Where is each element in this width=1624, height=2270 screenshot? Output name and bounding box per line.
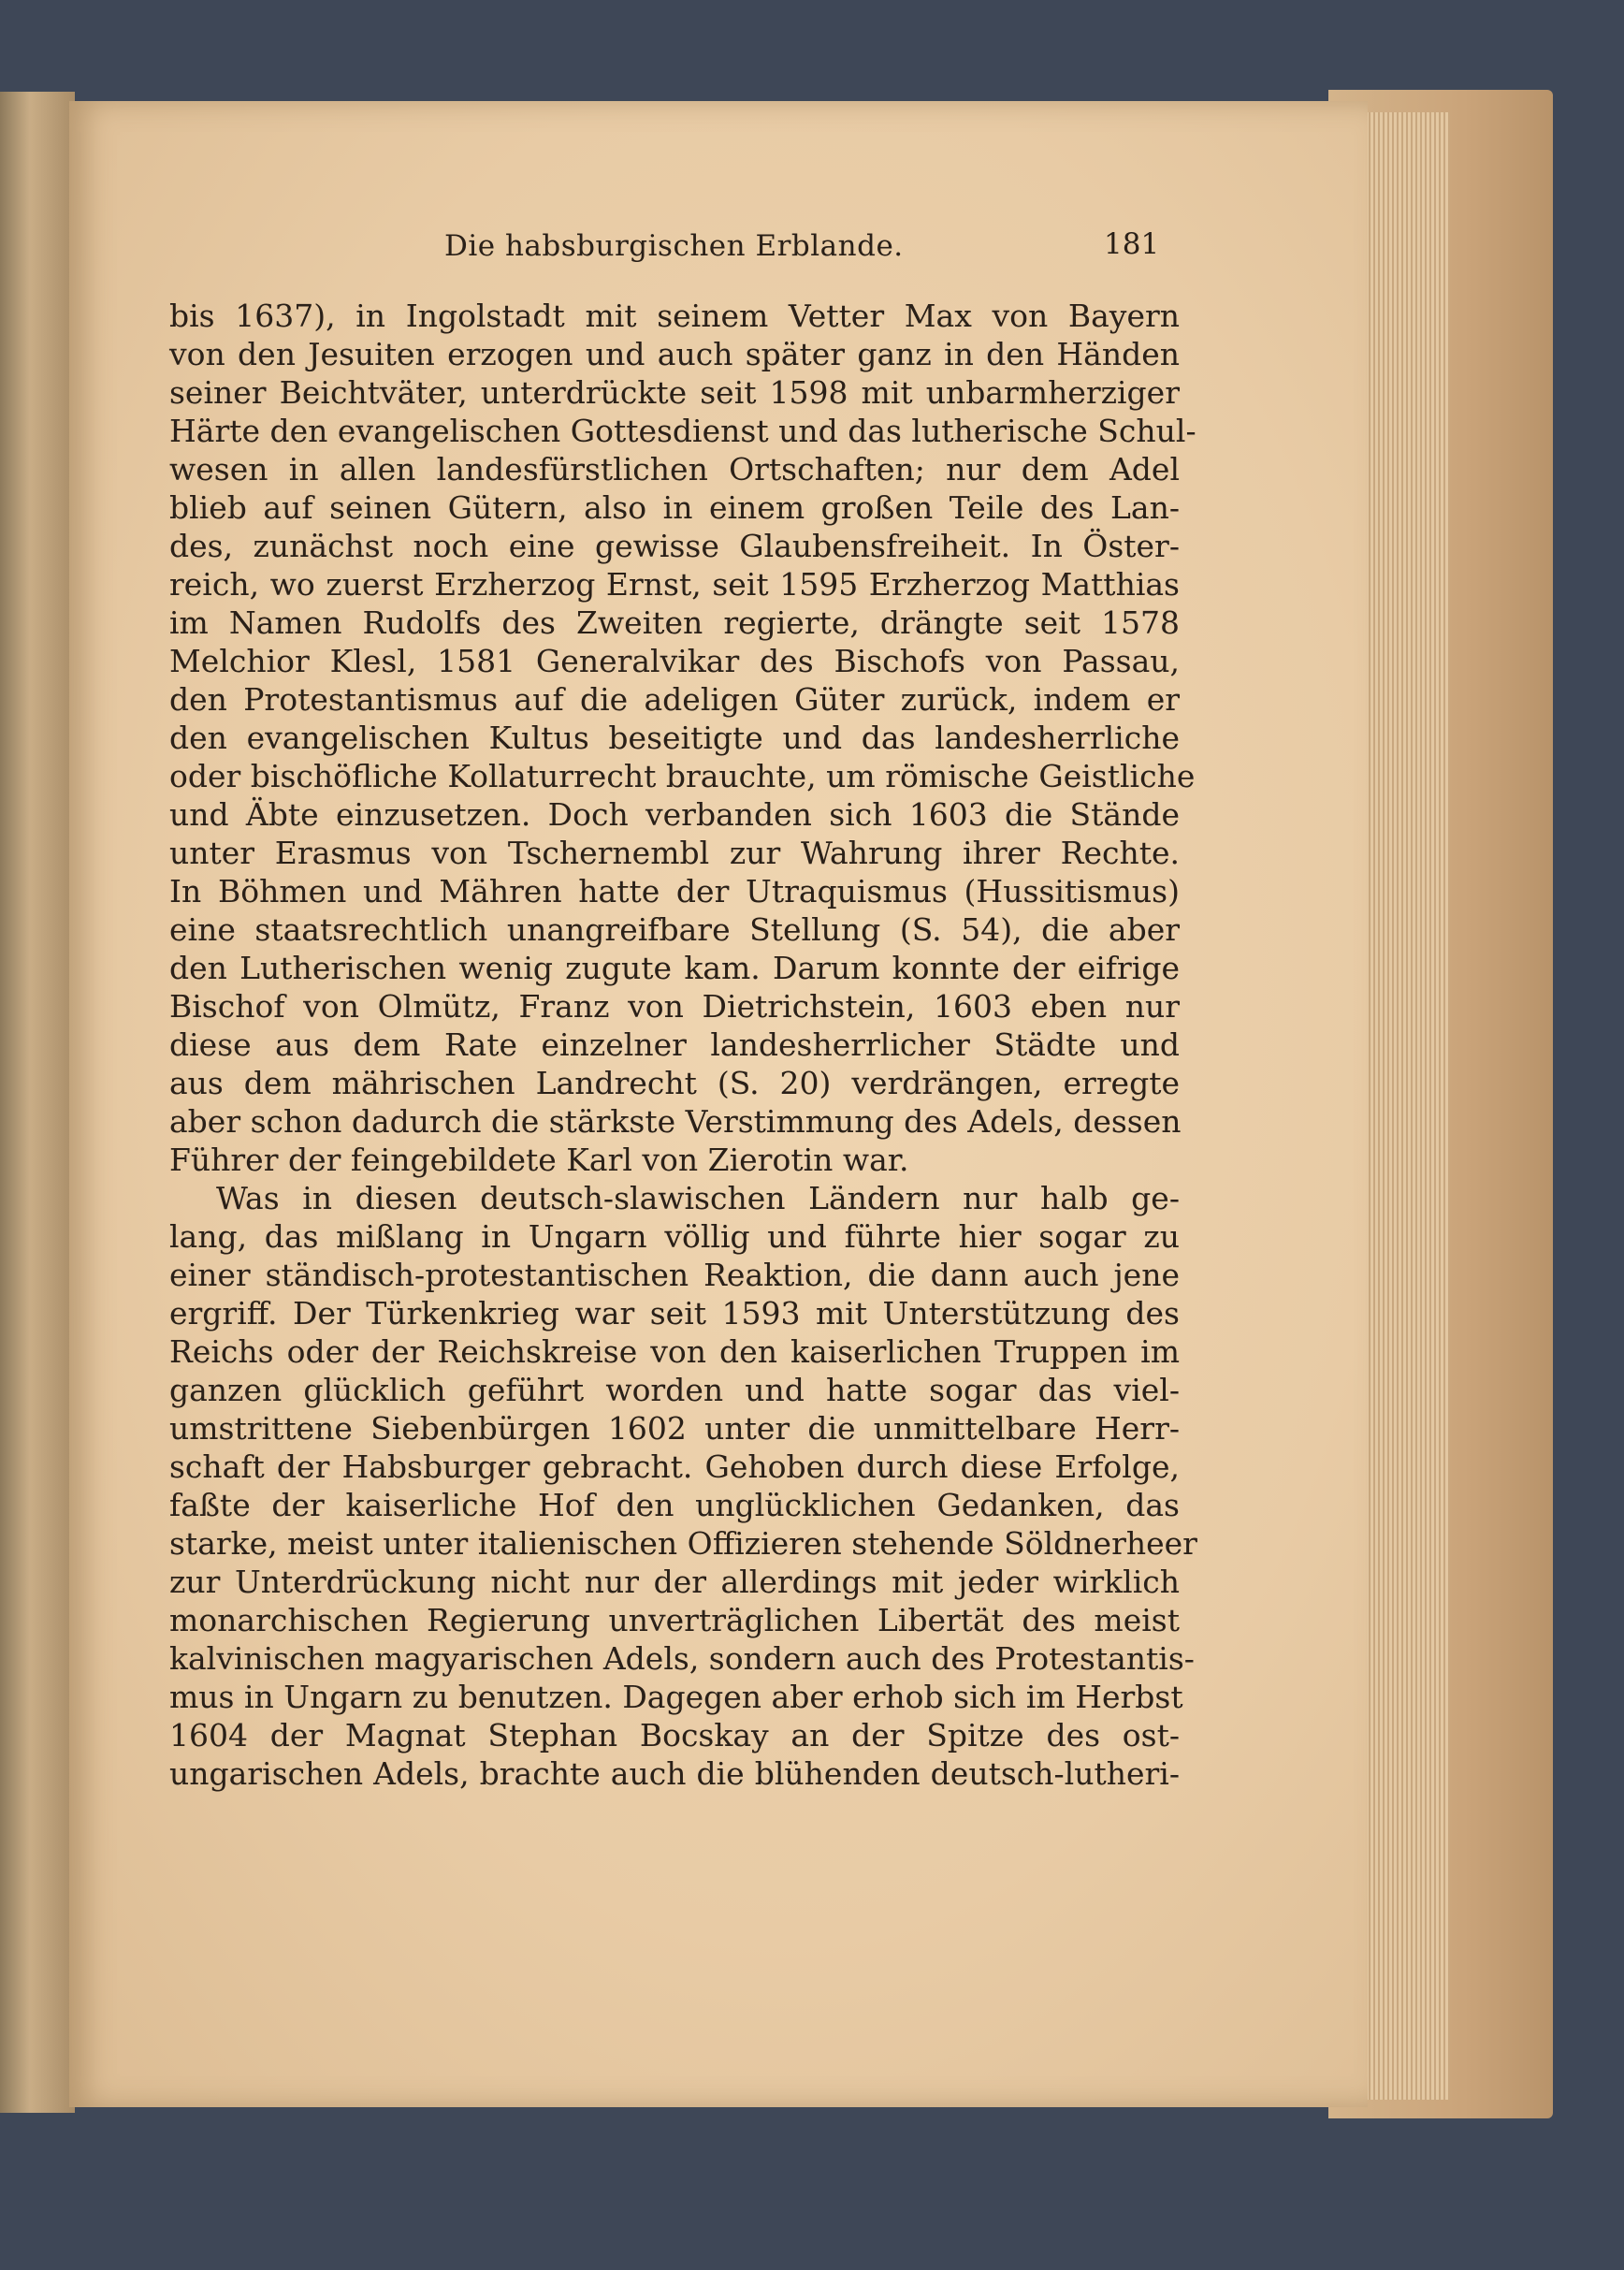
text-line: lang, das mißlang in Ungarn völlig und führte hier sogar zu bbox=[169, 1218, 1180, 1255]
text-line: von den Jesuiten erzogen und auch später ganz in den Händen bbox=[169, 336, 1180, 372]
text-line: reich, wo zuerst Erzherzog Ernst, seit 1595 Erzherzog Matthias bbox=[169, 566, 1180, 603]
text-line: im Namen Rudolfs des Zweiten regierte, drängte seit 1578 bbox=[169, 604, 1180, 641]
text-line: eine staatsrechtlich unangreifbare Stellung (S. 54), die aber bbox=[169, 911, 1180, 948]
text-line: Was in diesen deutsch-slawischen Ländern nur halb ge- bbox=[216, 1180, 1180, 1216]
text-line: aber schon dadurch die stärkste Verstimmung des Adels, dessen bbox=[169, 1103, 1182, 1140]
text-line: 1604 der Magnat Stephan Bocskay an der Spitze des ost- bbox=[169, 1717, 1180, 1753]
text-line: starke, meist unter italienischen Offizieren stehende Söldnerheer bbox=[169, 1525, 1197, 1562]
text-line: Bischof von Olmütz, Franz von Dietrichstein, 1603 eben nur bbox=[169, 988, 1180, 1025]
text-line: unter Erasmus von Tschernembl zur Wahrung ihrer Rechte. bbox=[169, 835, 1180, 871]
running-head: Die habsburgischen Erblande. bbox=[444, 229, 904, 263]
text-line: ganzen glücklich geführt worden und hatte sogar das viel- bbox=[169, 1372, 1180, 1408]
text-line: umstrittene Siebenbürgen 1602 unter die unmittelbare Herr- bbox=[169, 1410, 1180, 1447]
text-line: Härte den evangelischen Gottesdienst und das lutherische Schul- bbox=[169, 413, 1196, 449]
text-line: und Äbte einzusetzen. Doch verbanden sich 1603 die Stände bbox=[169, 796, 1180, 833]
text-line: oder bischöfliche Kollaturrecht brauchte, um römische Geistliche bbox=[169, 758, 1196, 794]
text-line: Melchior Klesl, 1581 Generalvikar des Bischofs von Passau, bbox=[169, 643, 1180, 679]
text-line: diese aus dem Rate einzelner landesherrlicher Städte und bbox=[169, 1026, 1180, 1063]
text-line: schaft der Habsburger gebracht. Gehoben durch diese Erfolge, bbox=[169, 1448, 1180, 1485]
text-line: blieb auf seinen Gütern, also in einem großen Teile des Lan- bbox=[169, 489, 1180, 526]
text-line: den evangelischen Kultus beseitigte und das landesherrliche bbox=[169, 720, 1180, 756]
text-line: Führer der feingebildete Karl von Zierotin war. bbox=[169, 1142, 909, 1178]
text-line: mus in Ungarn zu benutzen. Dagegen aber erhob sich im Herbst bbox=[169, 1679, 1183, 1715]
text-line: bis 1637), in Ingolstadt mit seinem Vetter Max von Bayern bbox=[169, 298, 1180, 334]
text-line: den Protestantismus auf die adeligen Güter zurück, indem er bbox=[169, 681, 1180, 718]
text-line: des, zunächst noch eine gewisse Glaubensfreiheit. In Öster- bbox=[169, 528, 1180, 564]
page-number: 181 bbox=[1104, 227, 1160, 261]
text-line: ergriff. Der Türkenkrieg war seit 1593 mit Unterstützung des bbox=[169, 1295, 1180, 1331]
text-line: kalvinischen magyarischen Adels, sondern auch des Protestantis- bbox=[169, 1640, 1195, 1677]
text-line: einer ständisch-protestantischen Reaktion, die dann auch jene bbox=[169, 1257, 1180, 1293]
text-line: faßte der kaiserliche Hof den unglücklichen Gedanken, das bbox=[169, 1487, 1180, 1523]
text-line: wesen in allen landesfürstlichen Ortschaften; nur dem Adel bbox=[169, 451, 1180, 487]
left-page-edge bbox=[0, 92, 75, 2113]
text-line: aus dem mährischen Landrecht (S. 20) verdrängen, erregte bbox=[169, 1065, 1180, 1101]
text-line: zur Unterdrückung nicht nur der allerdings mit jeder wirklich bbox=[169, 1564, 1180, 1600]
text-line: den Lutherischen wenig zugute kam. Darum konnte der eifrige bbox=[169, 950, 1180, 986]
text-line: monarchischen Regierung unverträglichen Libertät des meist bbox=[169, 1602, 1180, 1638]
text-line: Reichs oder der Reichskreise von den kaiserlichen Truppen im bbox=[169, 1333, 1180, 1370]
text-line: seiner Beichtväter, unterdrückte seit 1598 mit unbarmherziger bbox=[169, 374, 1180, 411]
text-line: In Böhmen und Mähren hatte der Utraquismus (Hussitismus) bbox=[169, 873, 1180, 909]
text-line: ungarischen Adels, brachte auch die blühenden deutsch-lutheri- bbox=[169, 1755, 1180, 1792]
